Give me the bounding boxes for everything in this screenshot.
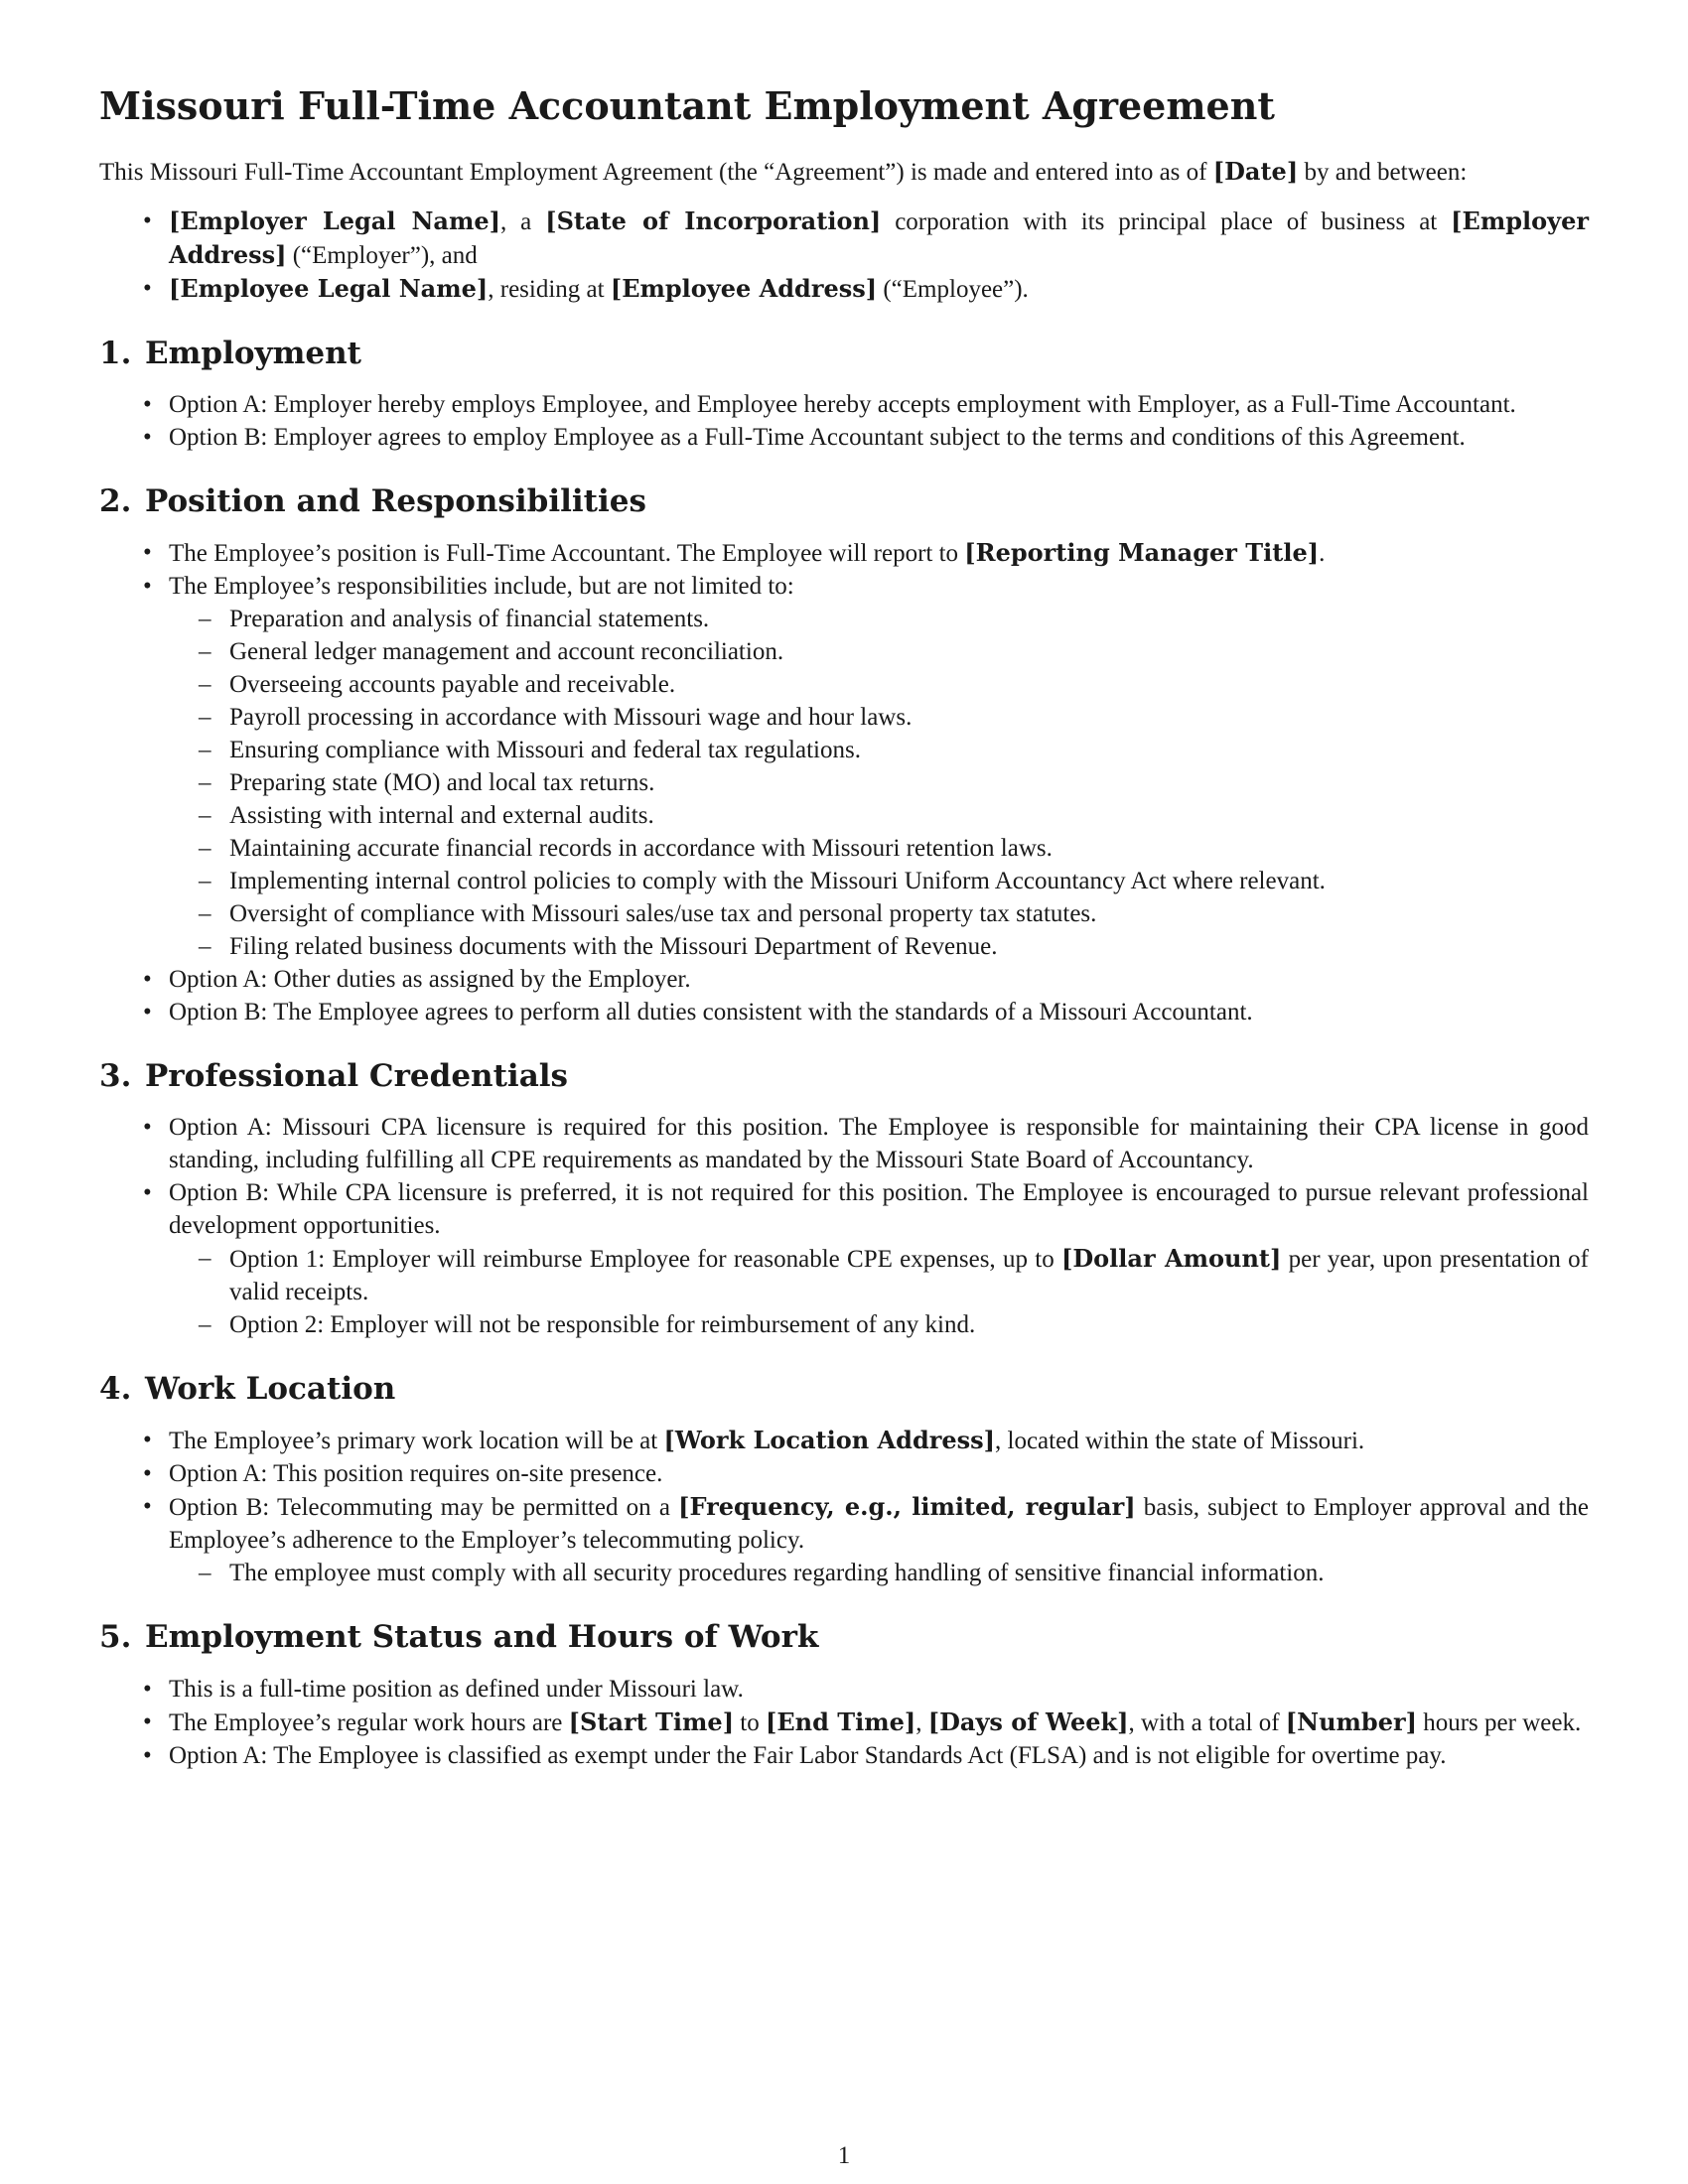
section-number: 1. — [99, 335, 132, 371]
item-text: Option B: While CPA licensure is preferred, it is not required for this position. The Employee is encouraged to pursue relevant professional development opportunities. — [169, 1179, 1589, 1240]
item-text: per year, upon presentation of valid receipts. — [229, 1246, 1589, 1306]
sub-item: – The employee must comply with all security procedures regarding handling of sensitive financial information. — [169, 1557, 1589, 1589]
section-heading-employment — [99, 336, 1589, 372]
manager-placeholder: [Reporting Manager Title] — [964, 537, 1320, 567]
item-text: basis, subject to Employer approval and the Employee’s adherence to the Employer’s telecommuting policy. — [169, 1494, 1589, 1555]
section-number: 4. — [99, 1371, 132, 1408]
sub-item: – Option 2: Employer will not be responsible for reimbursement of any kind. — [169, 1308, 1589, 1341]
responsibility-item: – Filing related business documents with the Missouri Department of Revenue. — [169, 930, 1589, 963]
frequency-placeholder: [Frequency, e.g., limited, regular] — [678, 1492, 1136, 1522]
sub-item — [169, 1242, 1589, 1308]
list-item: • Option A: Employer hereby employs Employee, and Employee hereby accepts employment with Employer, as a Full-Time Accountant. — [99, 388, 1589, 421]
credentials-list — [99, 1111, 1589, 1341]
status-list — [99, 1673, 1589, 1772]
responsibility-item: – Ensuring compliance with Missouri and federal tax regulations. — [169, 734, 1589, 766]
number-placeholder: [Number] — [1285, 1706, 1417, 1736]
list-item: • This is a full-time position as defined under Missouri law. — [99, 1673, 1589, 1706]
responsibility-item: – Payroll processing in accordance with Missouri wage and hour laws. — [169, 701, 1589, 734]
party-text: corporation with its principal place of business at — [881, 207, 1452, 235]
page-number: 1 — [837, 2142, 851, 2169]
item-text: The Employee’s regular work hours are — [169, 1708, 569, 1736]
item-text: , with a total of — [1128, 1708, 1286, 1736]
start-time-placeholder: [Start Time] — [568, 1706, 735, 1736]
responsibility-item: – Preparation and analysis of financial statements. — [169, 603, 1589, 635]
state-placeholder: [State of Incorporation] — [545, 205, 882, 235]
list-item: • Option A: Other duties as assigned by the Employer. — [99, 963, 1589, 996]
document-title: Missouri Full-Time Accountant Employment Agreement — [99, 83, 1275, 128]
work-location-placeholder: [Work Location Address] — [663, 1426, 996, 1455]
location-list — [99, 1424, 1589, 1589]
employee-name-placeholder: [Employee Legal Name] — [169, 273, 489, 303]
list-item: • Option B: The Employee agrees to perform all duties consistent with the standards of a Missouri Accountant. — [99, 996, 1589, 1028]
responsibility-item: – Assisting with internal and external audits. — [169, 799, 1589, 832]
responsibility-item: – General ledger management and account reconciliation. — [169, 635, 1589, 668]
list-item: • Option B: Employer agrees to employ Employee as a Full-Time Accountant subject to the terms and conditions of this Agreement. — [99, 421, 1589, 454]
party-text: (“Employer”), and — [286, 241, 478, 269]
list-item — [99, 536, 1589, 570]
responsibility-item: – Overseeing accounts payable and receivable. — [169, 668, 1589, 701]
employee-address-placeholder: [Employee Address] — [610, 273, 878, 303]
item-text: The Employee’s responsibilities include, but are not limited to: — [169, 572, 794, 600]
party-employer — [99, 205, 1589, 272]
intro-text: This Missouri Full-Time Accountant Employment Agreement (the “Agreement”) is made and entered into as of — [99, 158, 1213, 186]
item-text: . — [1319, 539, 1326, 567]
party-text: , residing at — [488, 275, 611, 303]
responsibility-item: – Oversight of compliance with Missouri sales/use tax and personal property tax statutes. — [169, 897, 1589, 930]
intro-paragraph — [99, 155, 1589, 189]
days-placeholder: [Days of Week] — [927, 1706, 1129, 1736]
section-heading-position — [99, 483, 1589, 520]
list-item: • Option A: This position requires on-site presence. — [99, 1457, 1589, 1490]
section-number: 5. — [99, 1619, 132, 1656]
parties-list — [99, 205, 1589, 306]
section-number: 2. — [99, 482, 132, 519]
reimbursement-options — [169, 1242, 1589, 1341]
item-text: The Employee’s primary work location will be at — [169, 1428, 664, 1455]
employer-address-placeholder: [Employer Address] — [169, 205, 1589, 269]
intro-text-end: by and between: — [1298, 158, 1468, 186]
responsibilities-list — [169, 603, 1589, 963]
employer-name-placeholder: [Employer Legal Name] — [169, 205, 500, 235]
dollar-amount-placeholder: [Dollar Amount] — [1060, 1244, 1282, 1274]
responsibility-item: – Maintaining accurate financial records in accordance with Missouri retention laws. — [169, 832, 1589, 865]
party-text: (“Employee”). — [877, 275, 1029, 303]
section-title: Employment — [145, 335, 361, 371]
list-item: • Option A: Missouri CPA licensure is required for this position. The Employee is responsible for maintaining their CPA license in good standing, including fulfilling all CPE requirements as mandated by the Missouri State Board of Accountancy. — [99, 1111, 1589, 1176]
section-title: Professional Credentials — [145, 1057, 569, 1094]
position-list — [99, 536, 1589, 1028]
list-item — [99, 1424, 1589, 1457]
item-text: , located within the state of Missouri. — [995, 1428, 1365, 1455]
list-item — [99, 1176, 1589, 1341]
item-text: hours per week. — [1416, 1708, 1582, 1736]
section-title: Employment Status and Hours of Work — [145, 1619, 819, 1656]
section-title: Position and Responsibilities — [145, 482, 646, 519]
section-title: Work Location — [145, 1371, 396, 1408]
item-text: Option 1: Employer will reimburse Employee for reasonable CPE expenses, up to — [229, 1246, 1061, 1274]
date-placeholder: [Date] — [1212, 156, 1299, 186]
item-text: to — [734, 1708, 766, 1736]
party-employee — [99, 272, 1589, 306]
list-item — [99, 570, 1589, 963]
section-number: 3. — [99, 1057, 132, 1094]
list-item: • Option A: The Employee is classified as exempt under the Fair Labor Standards Act (FLSA) and is not eligible for overtime pay. — [99, 1739, 1589, 1772]
list-item — [99, 1490, 1589, 1589]
section-heading-location — [99, 1371, 1589, 1408]
item-text: The Employee’s position is Full-Time Accountant. The Employee will report to — [169, 539, 965, 567]
employment-list — [99, 388, 1589, 454]
party-text: , a — [500, 207, 546, 235]
section-heading-credentials — [99, 1058, 1589, 1095]
item-text: Option B: Telecommuting may be permitted on a — [169, 1494, 679, 1522]
document-page — [99, 83, 1589, 1772]
list-item — [99, 1706, 1589, 1739]
end-time-placeholder: [End Time] — [766, 1706, 916, 1736]
security-list — [169, 1557, 1589, 1589]
item-text: , — [915, 1708, 928, 1736]
responsibility-item: – Preparing state (MO) and local tax returns. — [169, 766, 1589, 799]
section-heading-status — [99, 1619, 1589, 1656]
responsibility-item: – Implementing internal control policies to comply with the Missouri Uniform Accountancy Act where relevant. — [169, 865, 1589, 897]
